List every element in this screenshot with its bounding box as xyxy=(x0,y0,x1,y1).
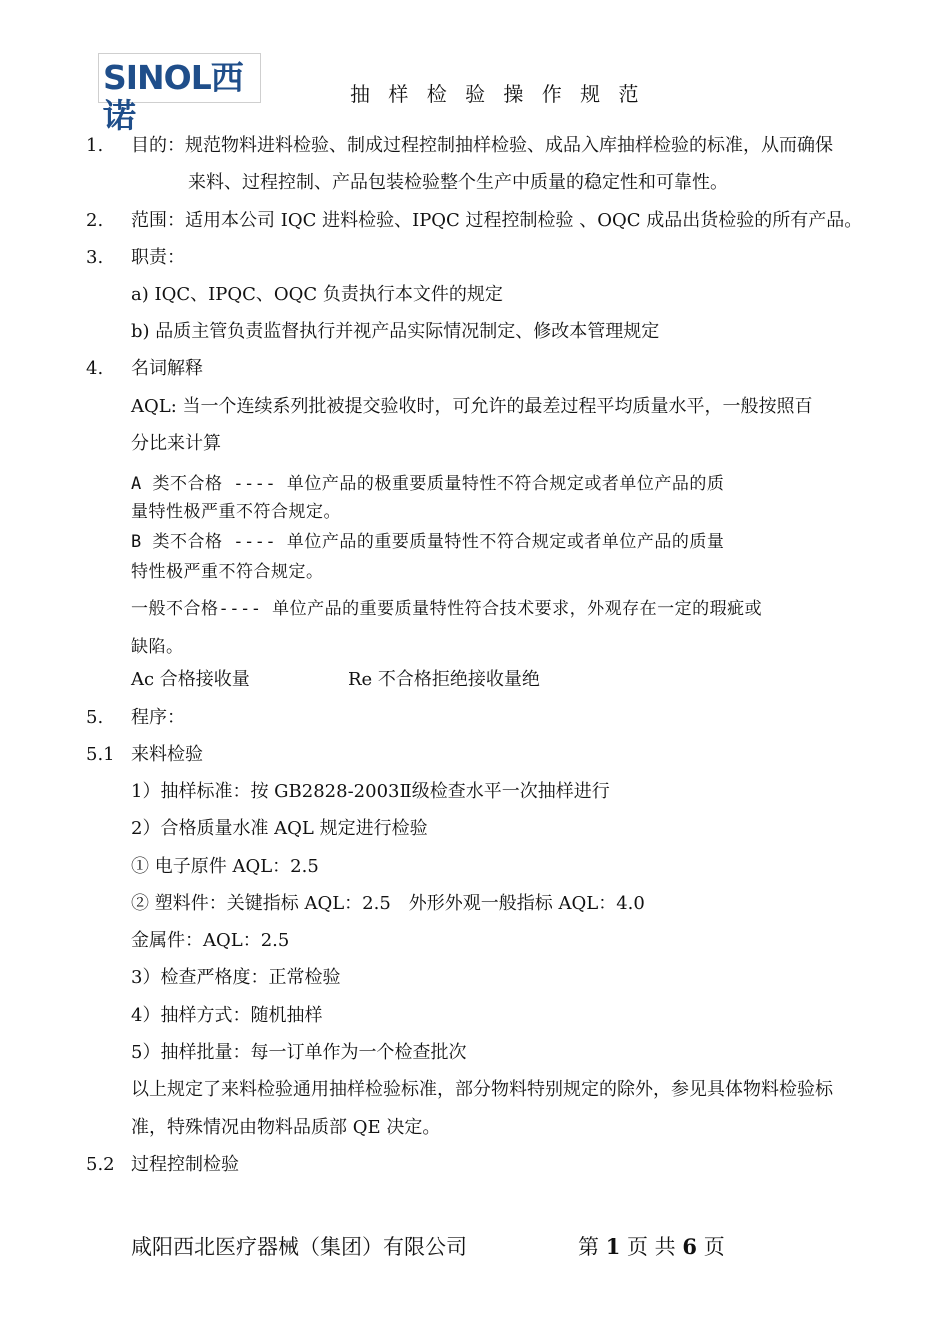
section-5-heading: 程序： xyxy=(131,707,185,728)
aql-definition-line-1: AQL: 当一个连续系列批被提交验收时，可允许的最差过程平均质量水平，一般按照百 xyxy=(131,396,813,417)
section-1-line-2: 来料、过程控制、产品包装检验整个生产中质量的稳定性和可靠性。 xyxy=(188,172,728,193)
incoming-item-3: 3）检查严格度：正常检验 xyxy=(131,967,341,988)
class-a-definition-line-2: 量特性极严重不符合规定。 xyxy=(131,502,341,522)
incoming-note-line-2: 准，特殊情况由物料品质部 QE 决定。 xyxy=(131,1117,441,1138)
section-1-line-1: 目的：规范物料进料检验、制成过程控制抽样检验、成品入库抽样检验的标准，从而确保 xyxy=(131,135,833,156)
footer-page-number xyxy=(578,1234,725,1260)
section-5-1-number: 5.1 xyxy=(86,744,115,765)
section-5-2-heading: 过程控制检验 xyxy=(131,1154,239,1175)
section-2-line-1: 范围：适用本公司 IQC 进料检验、IPQC 过程控制检验 、OQC 成品出货检验的所有产品。 xyxy=(131,210,863,231)
page-total: 6 xyxy=(682,1234,697,1259)
page-suffix: 页 xyxy=(703,1235,725,1259)
page-prefix: 第 xyxy=(578,1235,599,1259)
incoming-item-electronic: ① 电子原件 AQL：2.5 xyxy=(131,856,319,877)
incoming-item-metal: 金属件：AQL：2.5 xyxy=(131,930,290,951)
section-4-number: 4. xyxy=(86,358,104,379)
page-mid: 页 共 xyxy=(627,1235,676,1259)
incoming-item-4: 4）抽样方式：随机抽样 xyxy=(131,1005,323,1026)
section-1-number: 1. xyxy=(86,135,104,156)
incoming-item-1: 1）抽样标准：按 GB2828-2003Ⅱ级检查水平一次抽样进行 xyxy=(131,781,610,802)
section-5-2-number: 5.2 xyxy=(86,1154,115,1175)
company-logo xyxy=(98,53,261,135)
page-current: 1 xyxy=(605,1234,621,1259)
footer-company: 咸阳西北医疗器械（集团）有限公司 xyxy=(131,1235,467,1259)
section-2-number: 2. xyxy=(86,210,104,231)
class-a-definition-line-1: A 类不合格 ---- 单位产品的极重要质量特性不符合规定或者单位产品的质 xyxy=(131,474,725,494)
general-defect-definition-line-2: 缺陷。 xyxy=(131,637,184,657)
section-5-1-heading: 来料检验 xyxy=(131,744,203,765)
section-3-heading: 职责： xyxy=(131,247,185,268)
class-b-definition-line-2: 特性极严重不符合规定。 xyxy=(131,562,324,582)
incoming-item-5: 5）抽样批量：每一订单作为一个检查批次 xyxy=(131,1042,467,1063)
ac-definition: Ac 合格接收量 xyxy=(131,669,250,690)
incoming-note-line-1: 以上规定了来料检验通用抽样检验标准，部分物料特别规定的除外，参见具体物料检验标 xyxy=(131,1079,833,1100)
incoming-item-plastic: ② 塑料件：关键指标 AQL：2.5 外形外观一般指标 AQL：4.0 xyxy=(131,893,645,914)
section-5-number: 5. xyxy=(86,707,104,728)
section-3-item-b: b) 品质主管负责监督执行并视产品实际情况制定、修改本管理规定 xyxy=(131,321,660,342)
section-3-item-a: a) IQC、IPQC、OQC 负责执行本文件的规定 xyxy=(131,284,503,305)
aql-definition-line-2: 分比来计算 xyxy=(131,433,221,454)
incoming-item-2: 2）合格质量水准 AQL 规定进行检验 xyxy=(131,818,428,839)
section-4-heading: 名词解释 xyxy=(131,358,203,379)
general-defect-definition-line-1: 一般不合格---- 单位产品的重要质量特性符合技术要求，外观存在一定的瑕疵或 xyxy=(131,599,763,619)
re-definition: Re 不合格拒绝接收量绝 xyxy=(348,669,540,690)
section-3-number: 3. xyxy=(86,247,104,268)
logo-text: SINOL西诺 xyxy=(103,58,243,135)
page-title: 抽 样 检 验 操 作 规 范 xyxy=(350,82,645,106)
class-b-definition-line-1: B 类不合格 ---- 单位产品的重要质量特性不符合规定或者单位产品的质量 xyxy=(131,532,725,552)
